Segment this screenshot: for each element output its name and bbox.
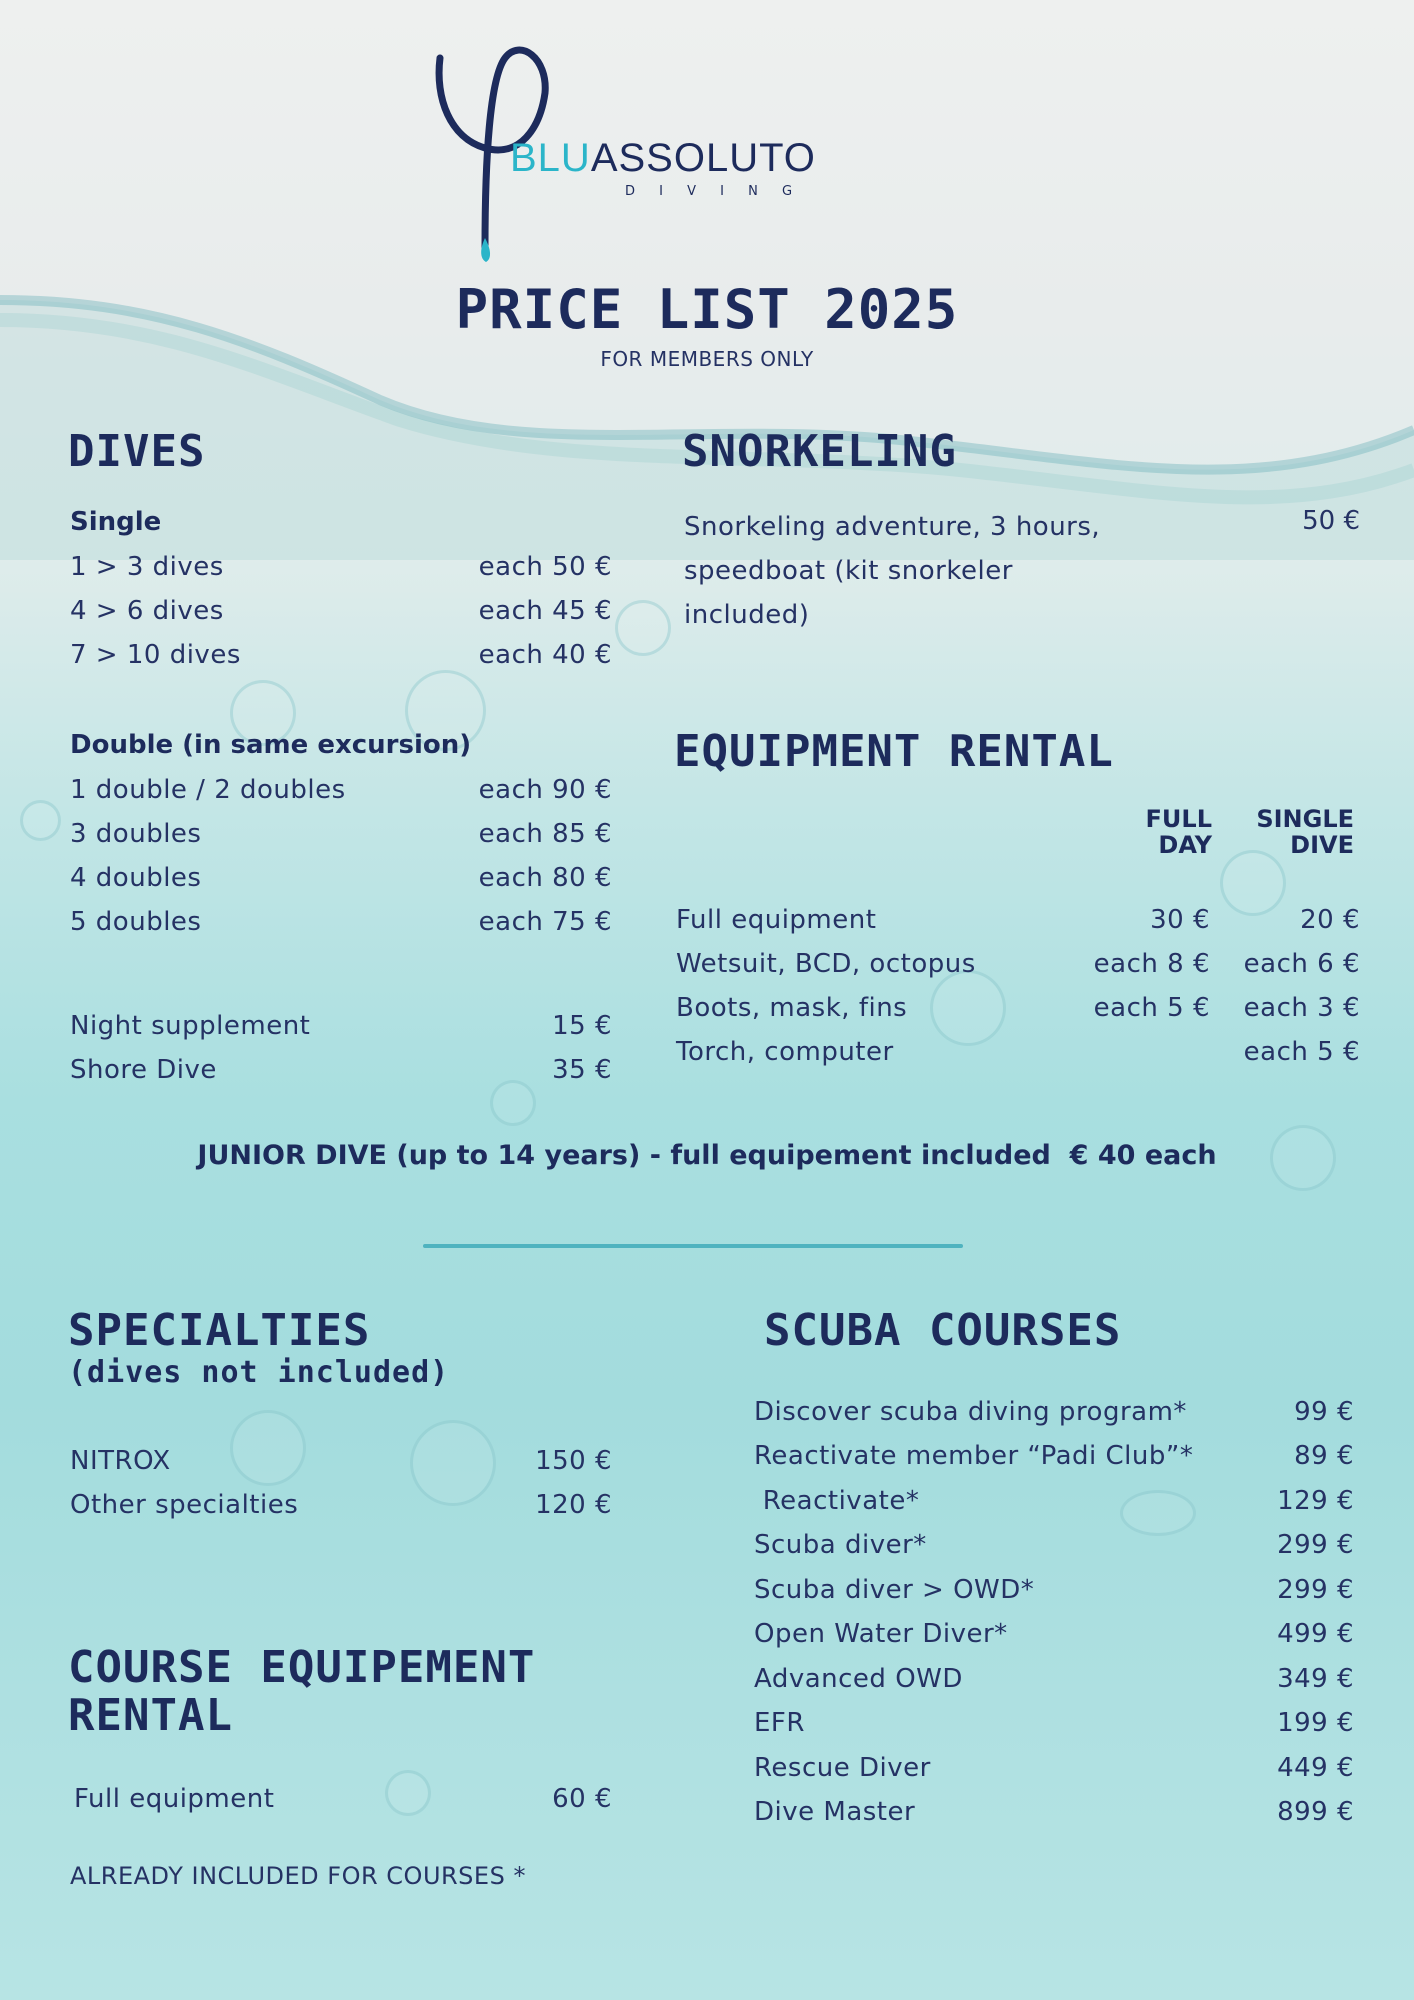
course-equipment-label: Full equipment [74, 1784, 275, 1814]
equipment-single-price: each 3 € [1243, 993, 1360, 1023]
logo-blu-text: BLU [510, 136, 591, 180]
course-equipment-heading-line: RENTAL [68, 1690, 233, 1742]
dive-price: each 45 € [478, 596, 612, 626]
junior-dive-note: JUNIOR DIVE (up to 14 years) - full equipement included € 40 each [197, 1140, 1217, 1171]
dive-price: each 85 € [478, 819, 612, 849]
dive-label: Night supplement [70, 1011, 311, 1041]
bubble-decoration [615, 600, 671, 656]
course-label: Scuba diver > OWD* [754, 1575, 1035, 1605]
equipment-label: Wetsuit, BCD, octopus [676, 949, 976, 979]
course-price: 129 € [1277, 1486, 1354, 1516]
list-item [70, 1011, 612, 1055]
course-price: 899 € [1277, 1797, 1354, 1827]
course-price: 349 € [1277, 1664, 1354, 1694]
course-equipment-price: 60 € [552, 1784, 612, 1814]
equipment-col-single [1256, 806, 1354, 858]
page-subtitle: FOR MEMBERS ONLY [600, 347, 814, 371]
snorkeling-line: speedboat (kit snorkeler [684, 556, 1013, 586]
list-item [70, 1490, 612, 1534]
equipment-label: Full equipment [676, 905, 877, 935]
course-price: 99 € [1294, 1397, 1354, 1427]
dive-label: 3 doubles [70, 819, 202, 849]
equipment-full-price: each 8 € [1093, 949, 1210, 979]
specialty-price: 120 € [535, 1490, 612, 1520]
dive-price: each 50 € [478, 552, 612, 582]
dives-single-title: Single [70, 507, 162, 537]
table-row [676, 949, 1360, 993]
list-item [70, 819, 612, 863]
dive-price: 15 € [552, 1011, 612, 1041]
list-item [754, 1397, 1354, 1441]
specialty-label: NITROX [70, 1446, 171, 1476]
course-price: 449 € [1277, 1753, 1354, 1783]
list-item [754, 1708, 1354, 1752]
course-equipment-note: ALREADY INCLUDED FOR COURSES * [70, 1862, 526, 1890]
list-item [754, 1530, 1354, 1574]
snorkeling-price: 50 € [1302, 506, 1360, 536]
equipment-full-price: 30 € [1150, 905, 1210, 935]
logo-assoluto-text: ASSOLUTO [590, 136, 816, 180]
equipment-label: Boots, mask, fins [676, 993, 908, 1023]
list-item [70, 640, 612, 684]
bubble-decoration [20, 800, 61, 841]
list-item [70, 1055, 612, 1099]
list-item [70, 863, 612, 907]
snorkeling-line: included) [684, 600, 810, 630]
list-item [70, 775, 612, 819]
list-item [754, 1753, 1354, 1797]
equipment-col-full-line: DAY [1158, 831, 1212, 859]
table-row [676, 905, 1360, 949]
dive-label: Shore Dive [70, 1055, 217, 1085]
course-price: 199 € [1277, 1708, 1354, 1738]
equipment-heading: EQUIPMENT RENTAL [674, 726, 1114, 777]
list-item [70, 596, 612, 640]
equipment-single-price: 20 € [1300, 905, 1360, 935]
course-equipment-heading [68, 1644, 535, 1741]
list-item [754, 1797, 1354, 1841]
equipment-single-price: each 5 € [1243, 1037, 1360, 1067]
dive-label: 1 double / 2 doubles [70, 775, 346, 805]
list-item [70, 907, 612, 951]
dive-label: 7 > 10 dives [70, 640, 241, 670]
dive-label: 5 doubles [70, 907, 202, 937]
course-label: Reactivate* [754, 1486, 920, 1516]
list-item [754, 1664, 1354, 1708]
specialty-label: Other specialties [70, 1490, 299, 1520]
course-label: Discover scuba diving program* [754, 1397, 1187, 1427]
table-row [676, 993, 1360, 1037]
course-label: Open Water Diver* [754, 1619, 1008, 1649]
dive-price: each 75 € [478, 907, 612, 937]
list-item [70, 1446, 612, 1490]
dive-label: 1 > 3 dives [70, 552, 224, 582]
specialties-subheading: (dives not included) [68, 1355, 450, 1390]
course-label: Scuba diver* [754, 1530, 927, 1560]
specialty-price: 150 € [535, 1446, 612, 1476]
snorkeling-line: Snorkeling adventure, 3 hours, [684, 512, 1101, 542]
dives-heading: DIVES [68, 426, 206, 477]
dive-label: 4 > 6 dives [70, 596, 224, 626]
course-price: 299 € [1277, 1575, 1354, 1605]
logo-tagline: D I V I N G [625, 184, 803, 199]
list-item [754, 1575, 1354, 1619]
dive-price: each 80 € [478, 863, 612, 893]
equipment-col-single-line: SINGLE [1256, 805, 1354, 833]
list-item [70, 552, 612, 596]
equipment-col-single-line: DIVE [1290, 831, 1354, 859]
dive-price: each 90 € [478, 775, 612, 805]
course-price: 89 € [1294, 1441, 1354, 1471]
equipment-col-full [1146, 806, 1212, 858]
snorkeling-description [684, 505, 1100, 637]
list-item [74, 1784, 612, 1828]
equipment-single-price: each 6 € [1243, 949, 1360, 979]
dives-double-title: Double (in same excursion) [70, 730, 472, 760]
course-equipment-heading-line: COURSE EQUIPEMENT [68, 1642, 536, 1693]
section-divider [423, 1244, 963, 1248]
course-label: EFR [754, 1708, 805, 1738]
course-price: 299 € [1277, 1530, 1354, 1560]
equipment-col-full-line: FULL [1145, 805, 1212, 833]
course-label: Dive Master [754, 1797, 916, 1827]
table-row [676, 1037, 1360, 1081]
specialties-heading: SPECIALTIES [68, 1305, 371, 1356]
list-item [754, 1441, 1354, 1485]
course-label: Reactivate member “Padi Club”* [754, 1441, 1194, 1471]
equipment-full-price: each 5 € [1093, 993, 1210, 1023]
course-label: Advanced OWD [754, 1664, 963, 1694]
dive-price: 35 € [552, 1055, 612, 1085]
course-price: 499 € [1277, 1619, 1354, 1649]
equipment-label: Torch, computer [676, 1037, 894, 1067]
page-title: PRICE LIST 2025 [455, 278, 959, 341]
list-item [754, 1486, 1354, 1530]
list-item [754, 1619, 1354, 1663]
scuba-courses-heading: SCUBA COURSES [764, 1305, 1122, 1356]
logo [430, 38, 950, 268]
dive-price: each 40 € [478, 640, 612, 670]
dive-label: 4 doubles [70, 863, 202, 893]
snorkeling-heading: SNORKELING [682, 426, 957, 477]
course-label: Rescue Diver [754, 1753, 931, 1783]
